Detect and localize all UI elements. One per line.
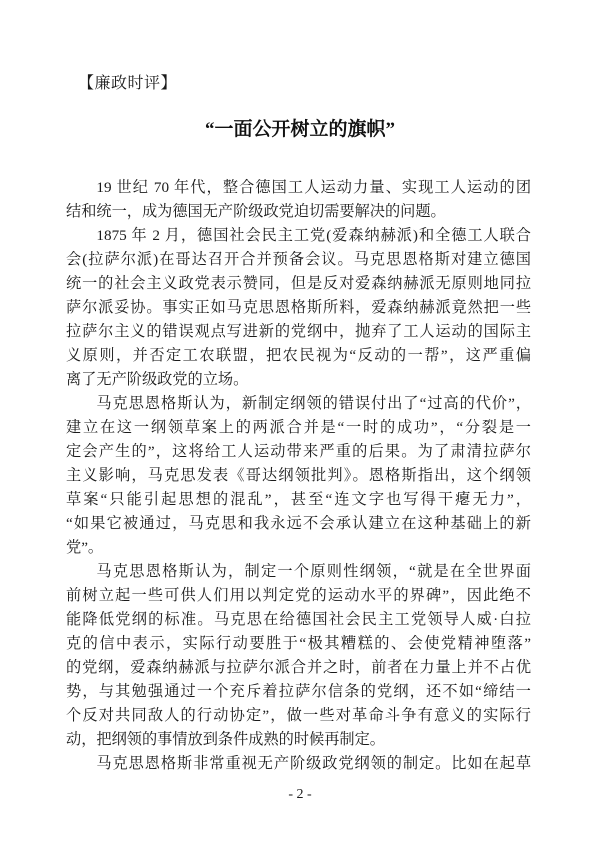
text-line: 建立在这一纲领草案上的两派合并是“一时的成功”，“分裂是一 (66, 419, 531, 436)
text-line: 会(拉萨尔派)在哥达召开合并预备会议。马克思恩格斯对建立德国 (66, 251, 531, 268)
text-line: 统一的社会主义政党表示赞同，但是反对爱森纳赫派无原则地同拉 (66, 275, 531, 292)
text-line: 拉萨尔主义的错误观点写进新的党纲中，抛弃了工人运动的国际主 (66, 323, 531, 340)
text-line: 萨尔派妥协。事实正如马克思恩格斯所料，爱森纳赫派竟然把一些 (66, 299, 531, 316)
text-line: 前树立起一些可供人们用以判定党的运动水平的界碑”，因此绝不 (66, 587, 531, 604)
article-body (66, 176, 531, 776)
text-line: 义原则，并否定工农联盟，把农民视为“反动的一帮”，这严重偏 (66, 347, 531, 364)
text-line: 定会产生的”，这将给工人运动带来严重的后果。为了肃清拉萨尔 (66, 443, 531, 460)
text-line: 马克思恩格斯认为，制定一个原则性纲领，“就是在全世界面 (96, 563, 531, 580)
page-number: - 2 - (288, 787, 312, 802)
text-line: 克的信中表示，实际行动要胜于“极其糟糕的、会使党精神堕落” (66, 635, 531, 652)
text-line: 结和统一，成为德国无产阶级政党迫切需要解决的问题。 (66, 203, 446, 220)
text-line: 的党纲，爱森纳赫派与拉萨尔派合并之时，前者在力量上并不占优 (66, 659, 531, 676)
text-line: 马克思恩格斯认为，新制定纲领的错误付出了“过高的代价”， (96, 395, 531, 412)
article-title: “一面公开树立的旗帜” (204, 119, 395, 140)
text-line: 个反对共同敌人的行动协定”，做一些对革命斗争有意义的实际行 (66, 707, 531, 724)
text-line: 主义影响，马克思发表《哥达纲领批判》。恩格斯指出，这个纲领 (66, 467, 531, 484)
text-line: 草案“只能引起思想的混乱”，甚至“连文字也写得干瘪无力”， (66, 491, 531, 508)
text-line: “如果它被通过，马克思和我永远不会承认建立在这种基础上的新 (66, 515, 531, 532)
text-line: 动，把纲领的事情放到条件成熟的时候再制定。 (66, 731, 385, 748)
text-line: 离了无产阶级政党的立场。 (66, 371, 249, 388)
text-line: 19 世纪 70 年代，整合德国工人运动力量、实现工人运动的团 (96, 179, 531, 196)
text-line: 1875 年 2 月，德国社会民主工党(爱森纳赫派)和全德工人联合 (96, 227, 531, 244)
text-line: 马克思恩格斯非常重视无产阶级政党纲领的制定。比如在起草 (96, 755, 531, 772)
section-tag: 【廉政时评】 (78, 75, 178, 92)
text-line: 势，与其勉强通过一个充斥着拉萨尔信条的党纲，还不如“缔结一 (66, 683, 531, 700)
text-line: 党”。 (66, 539, 104, 556)
text-line: 能降低党纲的标准。马克思在给德国社会民主工党领导人威·白拉 (66, 611, 531, 628)
